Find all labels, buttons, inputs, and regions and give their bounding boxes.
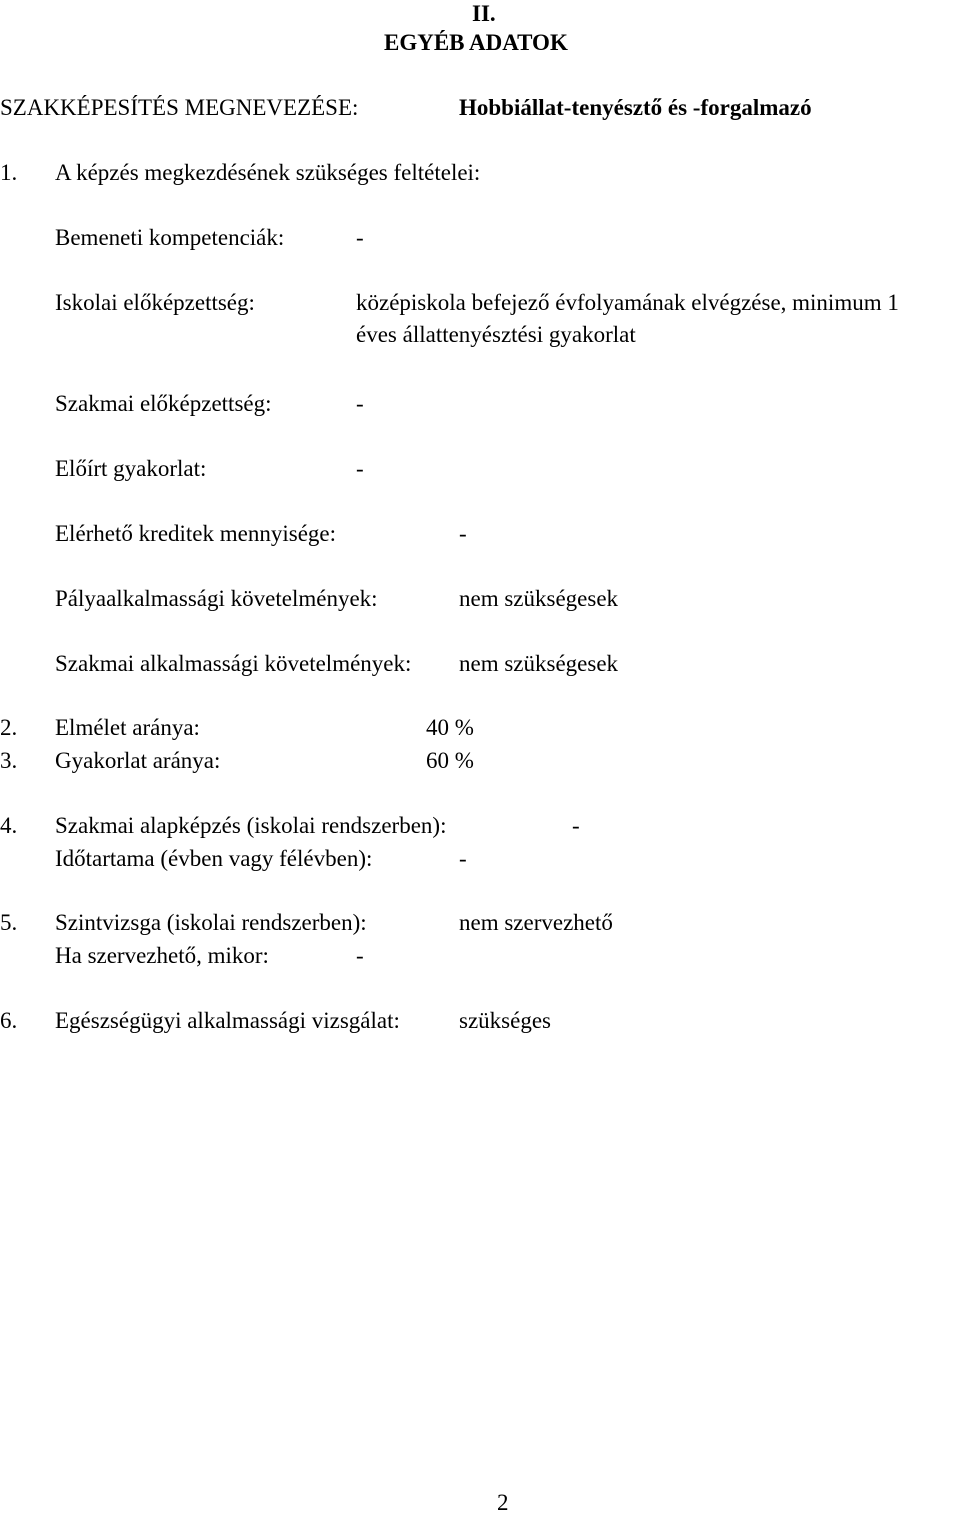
page-number: 2 [497, 1490, 509, 1515]
entry-competencies-label: Bemeneti kompetenciák: [55, 225, 285, 250]
theory-ratio-label: Elmélet aránya: [55, 715, 200, 740]
duration-label: Időtartama (évben vagy félévben): [55, 846, 373, 871]
theory-ratio-value: 40 % [426, 715, 474, 740]
basic-training-label: Szakmai alapképzés (iskolai rendszerben): [55, 813, 447, 838]
credits-value: - [459, 521, 467, 546]
required-practice-label: Előírt gyakorlat: [55, 456, 207, 481]
school-prerequisite-label: Iskolai előképzettség: [55, 290, 255, 315]
professional-aptitude-value: nem szükségesek [459, 651, 619, 676]
section5-number: 5. [0, 910, 18, 935]
school-prerequisite-value-line2: éves állattenyésztési gyakorlat [356, 322, 636, 347]
qualification-label: SZAKKÉPESÍTÉS MEGNEVEZÉSE: [0, 95, 359, 120]
practice-ratio-label: Gyakorlat aránya: [55, 748, 221, 773]
section1-heading: A képzés megkezdésének szükséges feltételei: [55, 160, 481, 185]
qualification-value: Hobbiállat-tenyésztő és -forgalmazó [459, 95, 812, 120]
section3-number: 3. [0, 748, 18, 773]
section2-number: 2. [0, 715, 18, 740]
professional-prerequisite-label: Szakmai előképzettség: [55, 391, 272, 416]
entry-competencies-value: - [356, 225, 364, 250]
level-exam-when-label: Ha szervezhető, mikor: [55, 943, 269, 968]
school-prerequisite-value-line1: középiskola befejező évfolyamának elvégzése, minimum 1 [356, 290, 899, 315]
credits-label: Elérhető kreditek mennyisége: [55, 521, 337, 546]
section1-number: 1. [0, 160, 18, 185]
career-aptitude-value: nem szükségesek [459, 586, 619, 611]
basic-training-value: - [572, 813, 580, 838]
career-aptitude-label: Pályaalkalmassági követelmények: [55, 586, 378, 611]
health-exam-label: Egészségügyi alkalmassági vizsgálat: [55, 1008, 400, 1033]
section4-number: 4. [0, 813, 18, 838]
level-exam-value: nem szervezhető [459, 910, 613, 935]
professional-prerequisite-value: - [356, 391, 364, 416]
required-practice-value: - [356, 456, 364, 481]
section6-number: 6. [0, 1008, 18, 1033]
page-title: EGYÉB ADATOK [384, 30, 568, 55]
health-exam-value: szükséges [459, 1008, 551, 1033]
professional-aptitude-label: Szakmai alkalmassági követelmények: [55, 651, 412, 676]
level-exam-label: Szintvizsga (iskolai rendszerben): [55, 910, 367, 935]
level-exam-when-value: - [356, 943, 364, 968]
duration-value: - [459, 846, 467, 871]
part-number: II. [472, 1, 496, 26]
practice-ratio-value: 60 % [426, 748, 474, 773]
